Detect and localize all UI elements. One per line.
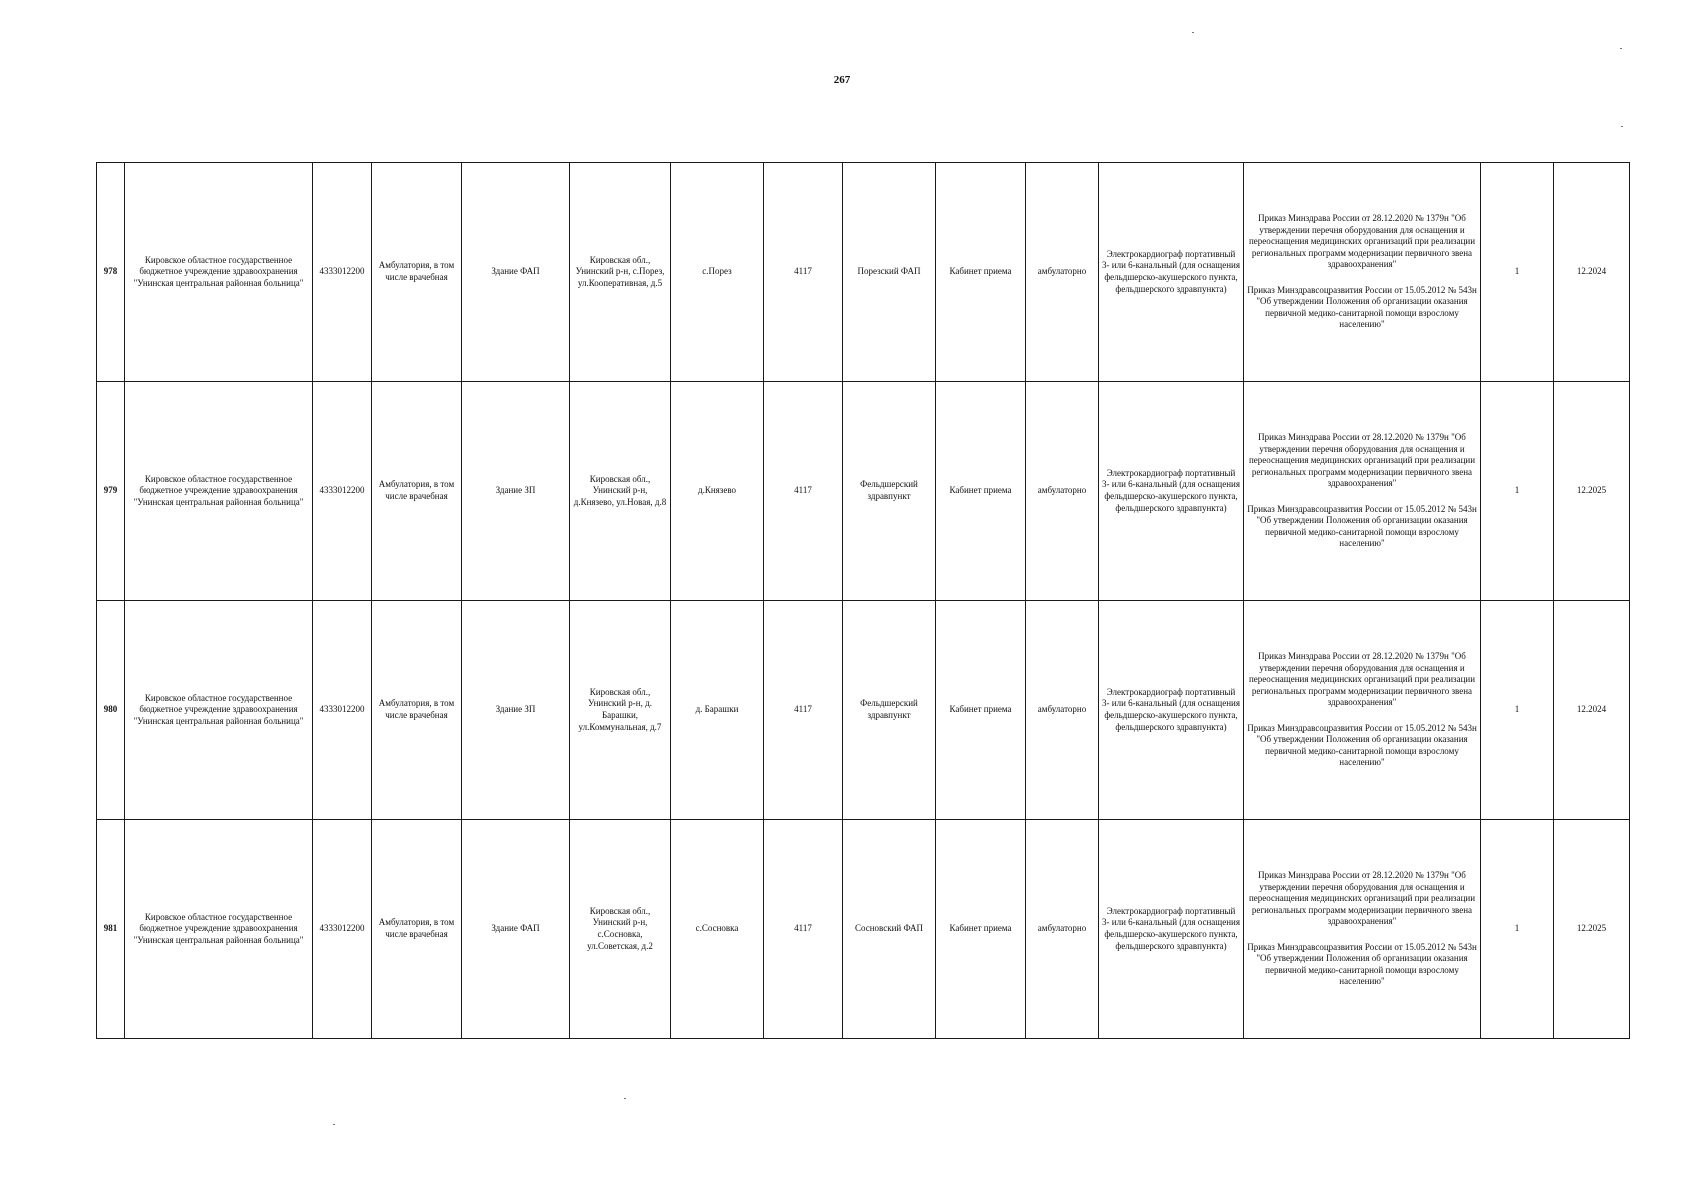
- room-cell: Кабинет приема: [936, 163, 1026, 382]
- code-cell: 4117: [764, 163, 843, 382]
- building-cell: Здание ФАП: [462, 163, 570, 382]
- facility-type-cell: Амбулатория, в том числе врачебная: [372, 163, 462, 382]
- row-number: 981: [97, 820, 125, 1039]
- organization-cell: Кировское областное государственное бюджетное учреждение здравоохранения "Унинская центральная районная больница": [125, 382, 313, 601]
- order-minzdrav-1379n: Приказ Минздрава России от 28.12.2020 № 1379н "Об утверждении перечня оборудования для оснащения и переоснащения медицинских организаций при реализации региональных программ модернизации первичного звена здравоохранения": [1248, 870, 1476, 927]
- address-cell: Кировская обл., Унинский р-н, д. Барашки, ул.Коммунальная, д.7: [570, 601, 671, 820]
- order-minzdravsoc-543n: Приказ Минздравсоцразвития России от 15.05.2012 № 543н "Об утверждении Положения об организации оказания первичной медико-санитарной помощи взрослому населению": [1247, 284, 1477, 330]
- order-minzdravsoc-543n: Приказ Минздравсоцразвития России от 15.05.2012 № 543н "Об утверждении Положения об организации оказания первичной медико-санитарной помощи взрослому населению": [1247, 503, 1477, 549]
- room-cell: Кабинет приема: [936, 820, 1026, 1039]
- scan-speck: [1192, 32, 1194, 33]
- page-number: 267: [833, 74, 851, 86]
- equipment-cell: Электрокардиограф портативный 3- или 6-канальный (для оснащения фельдшерско-акушерского пункта, фельдшерского здравпункта): [1099, 382, 1244, 601]
- care-mode-cell: амбулаторно: [1026, 601, 1099, 820]
- inn-cell: 4333012200: [313, 163, 372, 382]
- table-row: [97, 601, 1630, 820]
- legal-basis-cell: [1244, 163, 1481, 382]
- quantity-cell: 1: [1481, 601, 1554, 820]
- date-cell: 12.2025: [1554, 820, 1630, 1039]
- facility-type-cell: Амбулатория, в том числе врачебная: [372, 382, 462, 601]
- table-row: [97, 820, 1630, 1039]
- unit-cell: Порезский ФАП: [843, 163, 936, 382]
- order-minzdravsoc-543n: Приказ Минздравсоцразвития России от 15.05.2012 № 543н "Об утверждении Положения об организации оказания первичной медико-санитарной помощи взрослому населению": [1247, 941, 1477, 987]
- locality-cell: д.Князево: [671, 382, 764, 601]
- building-cell: Здание ЗП: [462, 601, 570, 820]
- code-cell: 4117: [764, 820, 843, 1039]
- order-minzdrav-1379n: Приказ Минздрава России от 28.12.2020 № 1379н "Об утверждении перечня оборудования для оснащения и переоснащения медицинских организаций при реализации региональных программ модернизации первичного звена здравоохранения": [1248, 432, 1476, 489]
- legal-basis-cell: [1244, 601, 1481, 820]
- address-cell: Кировская обл., Унинский р-н, д.Князево, ул.Новая, д.8: [570, 382, 671, 601]
- unit-cell: Фельдшерский здравпункт: [843, 601, 936, 820]
- locality-cell: с.Сосновка: [671, 820, 764, 1039]
- organization-cell: Кировское областное государственное бюджетное учреждение здравоохранения "Унинская центральная районная больница": [125, 163, 313, 382]
- organization-cell: Кировское областное государственное бюджетное учреждение здравоохранения "Унинская центральная районная больница": [125, 601, 313, 820]
- locality-cell: с.Порез: [671, 163, 764, 382]
- scan-speck: [624, 1098, 626, 1099]
- inn-cell: 4333012200: [313, 601, 372, 820]
- room-cell: Кабинет приема: [936, 601, 1026, 820]
- equipment-cell: Электрокардиограф портативный 3- или 6-канальный (для оснащения фельдшерско-акушерского пункта, фельдшерского здравпункта): [1099, 601, 1244, 820]
- address-cell: Кировская обл., Унинский р-н, с.Порез, ул.Кооперативная, д.5: [570, 163, 671, 382]
- code-cell: 4117: [764, 382, 843, 601]
- legal-basis-cell: [1244, 382, 1481, 601]
- table-row: [97, 163, 1630, 382]
- facility-type-cell: Амбулатория, в том числе врачебная: [372, 820, 462, 1039]
- row-number: 980: [97, 601, 125, 820]
- legal-basis-cell: [1244, 820, 1481, 1039]
- inn-cell: 4333012200: [313, 820, 372, 1039]
- locality-cell: д. Барашки: [671, 601, 764, 820]
- room-cell: Кабинет приема: [936, 382, 1026, 601]
- organization-cell: Кировское областное государственное бюджетное учреждение здравоохранения "Унинская центральная районная больница": [125, 820, 313, 1039]
- table-row: [97, 382, 1630, 601]
- scan-speck: [1621, 126, 1623, 127]
- row-number: 979: [97, 382, 125, 601]
- unit-cell: Фельдшерский здравпункт: [843, 382, 936, 601]
- address-cell: Кировская обл., Унинский р-н, с.Сосновка, ул.Советская, д.2: [570, 820, 671, 1039]
- quantity-cell: 1: [1481, 820, 1554, 1039]
- care-mode-cell: амбулаторно: [1026, 382, 1099, 601]
- care-mode-cell: амбулаторно: [1026, 820, 1099, 1039]
- quantity-cell: 1: [1481, 163, 1554, 382]
- scan-speck: [333, 1124, 335, 1125]
- quantity-cell: 1: [1481, 382, 1554, 601]
- equipment-cell: Электрокардиограф портативный 3- или 6-канальный (для оснащения фельдшерско-акушерского пункта, фельдшерского здравпункта): [1099, 163, 1244, 382]
- date-cell: 12.2024: [1554, 601, 1630, 820]
- care-mode-cell: амбулаторно: [1026, 163, 1099, 382]
- building-cell: Здание ФАП: [462, 820, 570, 1039]
- row-number: 978: [97, 163, 125, 382]
- code-cell: 4117: [764, 601, 843, 820]
- unit-cell: Сосновский ФАП: [843, 820, 936, 1039]
- facility-type-cell: Амбулатория, в том числе врачебная: [372, 601, 462, 820]
- scan-speck: [1620, 48, 1622, 49]
- building-cell: Здание ЗП: [462, 382, 570, 601]
- order-minzdravsoc-543n: Приказ Минздравсоцразвития России от 15.05.2012 № 543н "Об утверждении Положения об организации оказания первичной медико-санитарной помощи взрослому населению": [1247, 722, 1477, 768]
- order-minzdrav-1379n: Приказ Минздрава России от 28.12.2020 № 1379н "Об утверждении перечня оборудования для оснащения и переоснащения медицинских организаций при реализации региональных программ модернизации первичного звена здравоохранения": [1248, 213, 1476, 270]
- order-minzdrav-1379n: Приказ Минздрава России от 28.12.2020 № 1379н "Об утверждении перечня оборудования для оснащения и переоснащения медицинских организаций при реализации региональных программ модернизации первичного звена здравоохранения": [1248, 651, 1476, 708]
- inn-cell: 4333012200: [313, 382, 372, 601]
- equipment-registry-table: [96, 162, 1630, 1039]
- date-cell: 12.2025: [1554, 382, 1630, 601]
- date-cell: 12.2024: [1554, 163, 1630, 382]
- equipment-cell: Электрокардиограф портативный 3- или 6-канальный (для оснащения фельдшерско-акушерского пункта, фельдшерского здравпункта): [1099, 820, 1244, 1039]
